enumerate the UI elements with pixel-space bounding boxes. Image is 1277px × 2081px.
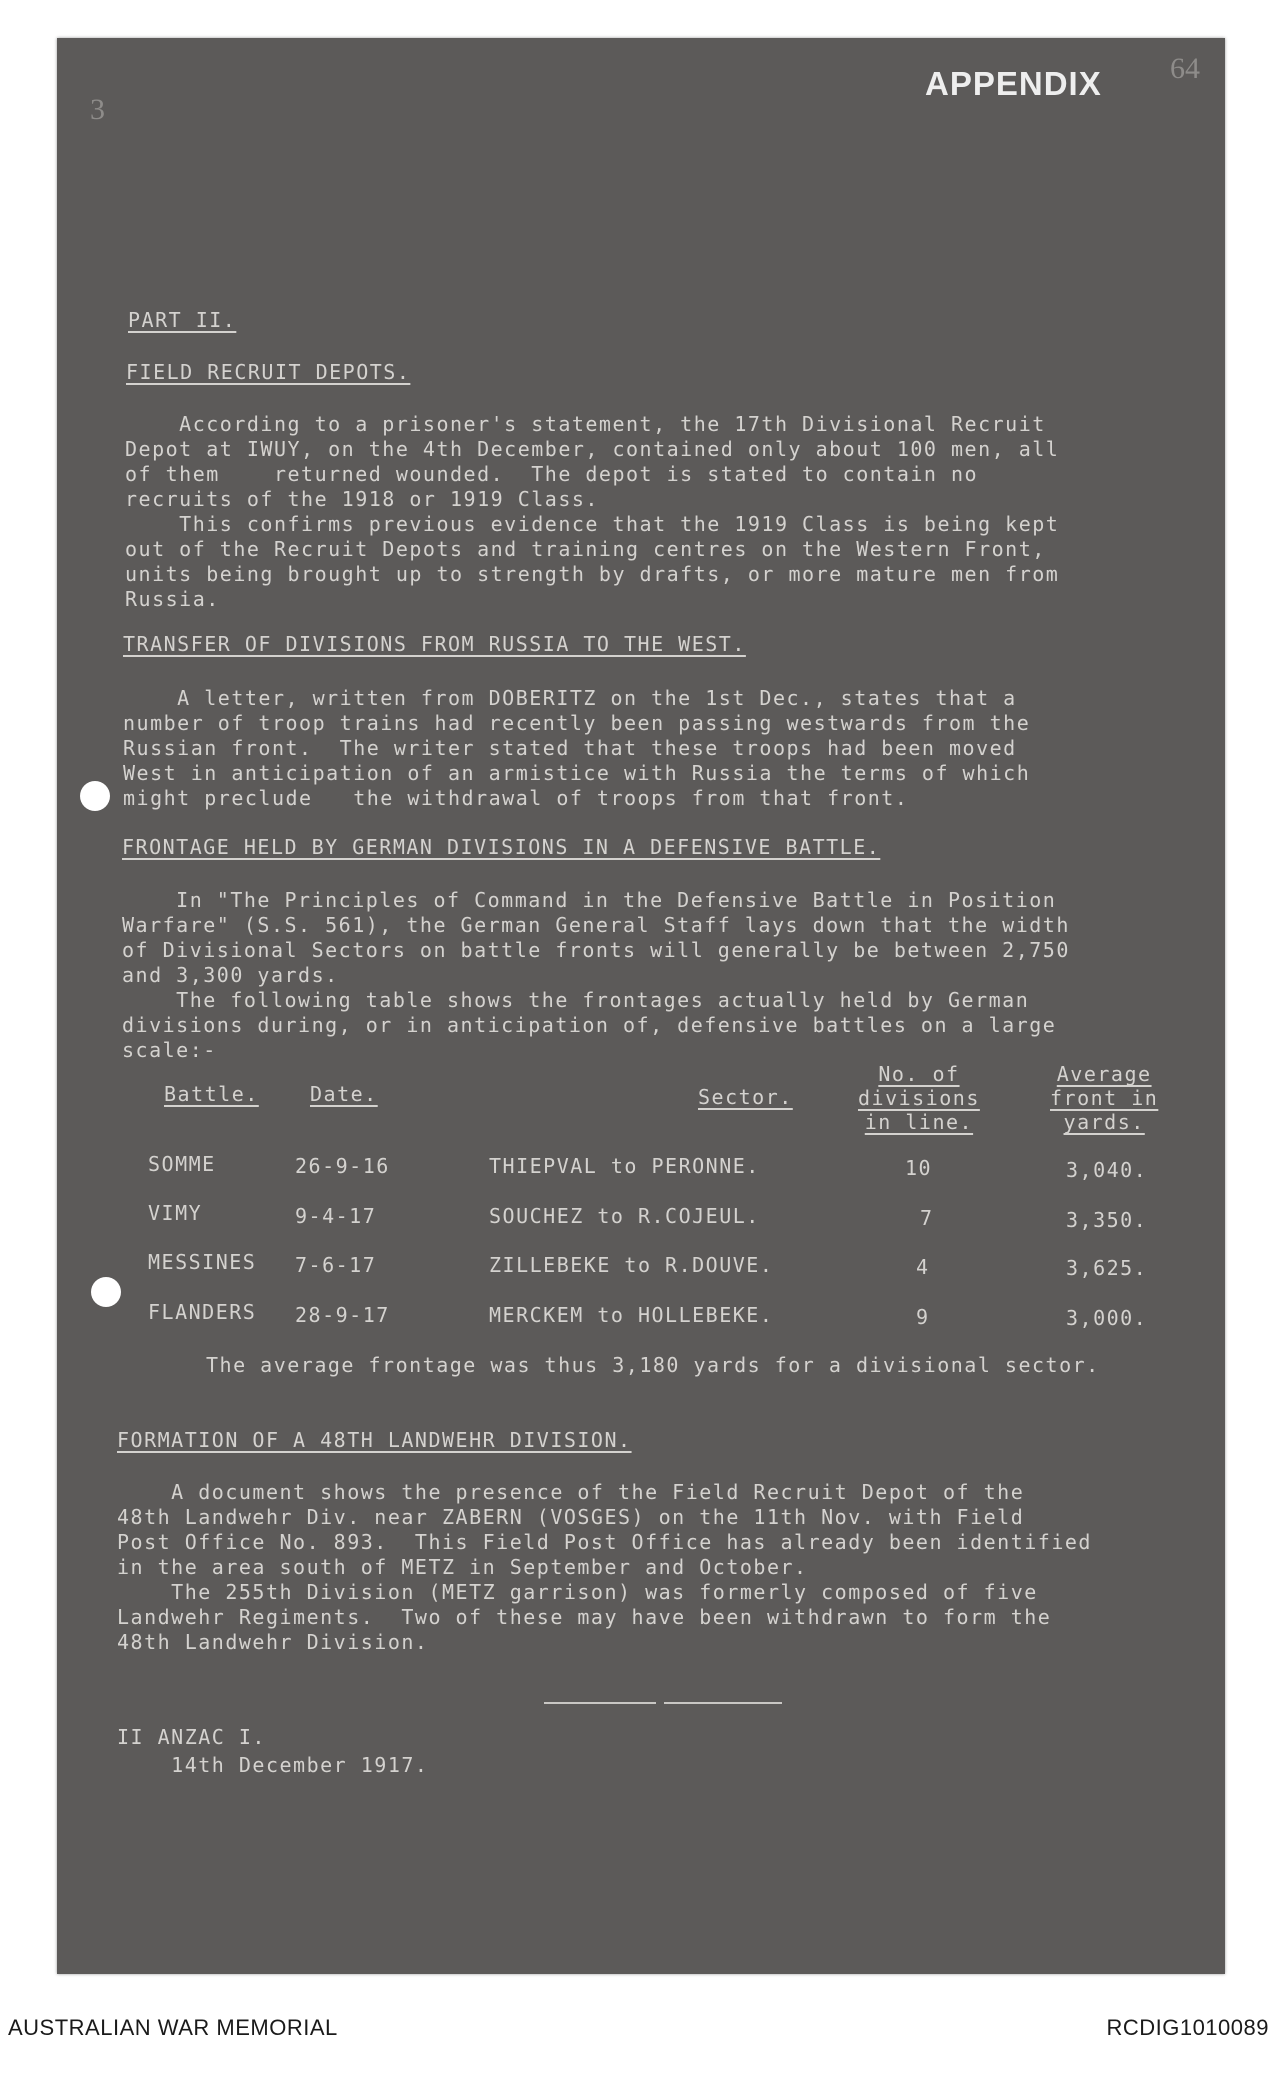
paragraph-recruit-depot-statement: According to a prisoner's statement, the 17th Divisional Recruit Depot at IWUY, on the 4th December, contained only about 100 men, all of them returned wounded. The depot is stated to contain no recruits of the 1918 or 1919 Class. xyxy=(125,412,1060,511)
cell-sector: THIEPVAL to PERONNE. xyxy=(489,1154,760,1178)
cell-divisions: 10 xyxy=(905,1156,933,1180)
paragraph-principles-of-command: In "The Principles of Command in the Defensive Battle in Position Warfare" (S.S. 561), the German General Staff lays down that the width of Divisional Sectors on battle fronts will generally be between 2,750 and 3,300 yards. xyxy=(122,888,1070,987)
paragraph-1919-class: This confirms previous evidence that the 1919 Class is being kept out of the Recruit Depots and training centres on the Western Front, units being brought up to strength by drafts, or more mature men from Russia. xyxy=(125,512,1060,611)
table-header-sector: Sector. xyxy=(698,1085,793,1109)
cell-frontage: 3,040. xyxy=(1066,1158,1148,1182)
archive-reference: RCDIG1010089 xyxy=(1106,2015,1269,2040)
part-heading: PART II. xyxy=(128,308,237,332)
punch-hole-upper xyxy=(80,781,110,811)
section-heading-48th-landwehr: FORMATION OF A 48TH LANDWEHR DIVISION. xyxy=(117,1428,632,1452)
paragraph-field-recruit-depot-48th: A document shows the presence of the Field Recruit Depot of the 48th Landwehr Div. near ZABERN (VOSGES) on the 11th Nov. with Field Post Office No. 893. This Field Post Office has already been identified in the area south of METZ in September and October. xyxy=(117,1480,1092,1579)
cell-battle: SOMME xyxy=(148,1152,216,1176)
table-header-battle: Battle. xyxy=(164,1082,259,1106)
cell-date: 26-9-16 xyxy=(295,1154,390,1178)
cell-sector: SOUCHEZ to R.COJEUL. xyxy=(489,1204,760,1228)
cell-date: 28-9-17 xyxy=(295,1303,390,1327)
cell-divisions: 7 xyxy=(920,1206,934,1230)
page-number-right: 64 xyxy=(1170,52,1200,85)
archive-credit: AUSTRALIAN WAR MEMORIAL xyxy=(8,2015,338,2040)
cell-date: 9-4-17 xyxy=(295,1204,377,1228)
page-number-left: 3 xyxy=(90,93,105,126)
paragraph-255th-division: The 255th Division (METZ garrison) was formerly composed of five Landwehr Regiments. Two of these may have been withdrawn to form the 48th Landwehr Division. xyxy=(117,1580,1052,1654)
cell-divisions: 4 xyxy=(916,1255,930,1279)
table-header-frontage: Average front in yards. xyxy=(1050,1062,1159,1134)
cell-frontage: 3,625. xyxy=(1066,1256,1148,1280)
punch-hole-lower xyxy=(91,1277,121,1307)
cell-divisions: 9 xyxy=(916,1305,930,1329)
appendix-label: APPENDIX xyxy=(925,65,1102,102)
section-heading-transfer-of-divisions: TRANSFER OF DIVISIONS FROM RUSSIA TO THE WEST. xyxy=(123,632,746,656)
cell-battle: VIMY xyxy=(148,1201,203,1225)
cell-battle: MESSINES xyxy=(148,1250,257,1274)
signature-date: 14th December 1917. xyxy=(117,1753,429,1777)
cell-date: 7-6-17 xyxy=(295,1253,377,1277)
cell-battle: FLANDERS xyxy=(148,1300,257,1324)
cell-frontage: 3,000. xyxy=(1066,1306,1148,1330)
paragraph-table-intro: The following table shows the frontages actually held by German divisions during, or in anticipation of, defensive battles on a large scale:- xyxy=(122,988,1057,1062)
cell-sector: MERCKEM to HOLLEBEKE. xyxy=(489,1303,774,1327)
cell-frontage: 3,350. xyxy=(1066,1208,1148,1232)
cell-sector: ZILLEBEKE to R.DOUVE. xyxy=(489,1253,774,1277)
signature-unit: II ANZAC I. xyxy=(117,1725,266,1749)
paragraph-doberitz-letter: A letter, written from DOBERITZ on the 1st Dec., states that a number of troop trains had recently been passing westwards from the Russian front. The writer stated that these troops had been moved West in anticipation of an armistice with Russia the terms of which might preclude the withdrawal of troops from that front. xyxy=(123,686,1031,810)
table-summary: The average frontage was thus 3,180 yards for a divisional sector. xyxy=(206,1353,1100,1377)
closing-rule-right xyxy=(664,1702,782,1704)
section-heading-frontage: FRONTAGE HELD BY GERMAN DIVISIONS IN A DEFENSIVE BATTLE. xyxy=(122,835,881,859)
section-heading-field-recruit-depots: FIELD RECRUIT DEPOTS. xyxy=(126,360,411,384)
table-header-divisions: No. of divisions in line. xyxy=(858,1062,980,1134)
table-header-date: Date. xyxy=(310,1082,378,1106)
closing-rule-left xyxy=(544,1702,656,1704)
